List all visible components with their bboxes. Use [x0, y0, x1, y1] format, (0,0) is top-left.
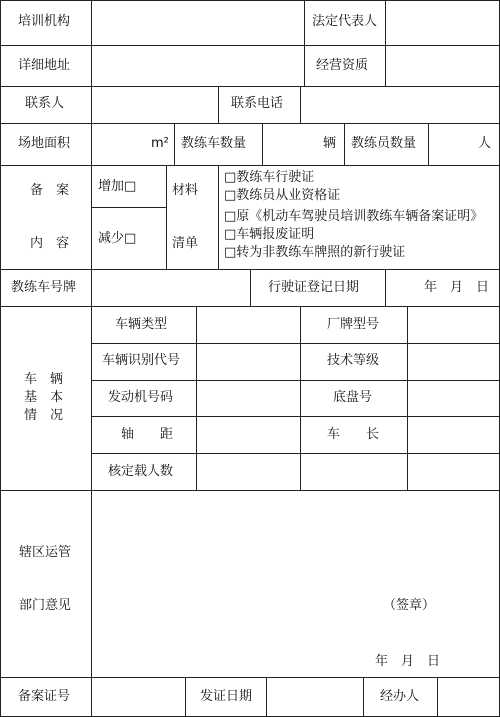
label-person-unit: 人	[478, 136, 492, 151]
col-line	[196, 306, 197, 490]
col-line	[266, 677, 267, 717]
label-record-no: 备案证号	[18, 689, 71, 704]
label-area-unit: m²	[151, 136, 169, 151]
checkbox-material-4[interactable]: □车辆报废证明	[224, 227, 315, 242]
label-site-area: 场地面积	[18, 136, 71, 151]
col-line	[218, 86, 219, 123]
label-vehicle-basic-1: 车 辆	[24, 372, 64, 387]
col-line	[428, 123, 429, 165]
label-issue-date: 发证日期	[200, 689, 253, 704]
label-engine-no: 发动机号码	[108, 390, 174, 405]
label-contact-person: 联系人	[25, 96, 65, 111]
label-address: 详细地址	[18, 58, 71, 73]
col-line	[385, 269, 386, 306]
label-sign-date: 年 月 日	[375, 654, 441, 669]
col-line	[300, 306, 301, 490]
row-line	[91, 207, 166, 208]
checkbox-material-1[interactable]: □教练车行驶证	[224, 170, 315, 185]
label-content-1: 内	[30, 236, 44, 251]
label-tech-grade: 技术等级	[327, 353, 380, 368]
checkbox-increase[interactable]: 增加□	[98, 179, 137, 194]
label-list: 清单	[172, 236, 199, 251]
row-line	[0, 490, 500, 491]
label-vehicle-type: 车辆类型	[115, 317, 168, 332]
label-reg-date-ymd: 年 月 日	[424, 280, 490, 295]
label-legal-rep: 法定代表人	[312, 14, 378, 29]
row-line	[0, 45, 500, 46]
label-vehicle-basic-2: 基 本	[24, 390, 64, 405]
label-opinion-2: 部门意见	[19, 598, 72, 613]
label-content-2: 容	[56, 236, 70, 251]
checkbox-decrease[interactable]: 减少□	[98, 231, 137, 246]
col-line	[363, 677, 364, 717]
col-line	[344, 123, 345, 165]
col-line	[304, 0, 305, 86]
label-vin: 车辆识别代号	[102, 353, 181, 368]
label-vehicle-basic-3: 情 况	[24, 408, 64, 423]
label-contact-phone: 联系电话	[231, 96, 284, 111]
col-line	[300, 86, 301, 123]
label-plate: 教练车号牌	[11, 280, 77, 295]
col-line	[91, 0, 92, 717]
col-line	[437, 677, 438, 717]
label-materials: 材料	[172, 183, 199, 198]
row-line	[0, 86, 500, 87]
col-line	[262, 123, 263, 165]
label-instructor-count: 教练员数量	[351, 136, 417, 151]
label-vehicle-count: 教练车数量	[181, 136, 247, 151]
row-line	[0, 306, 500, 307]
row-line	[91, 343, 500, 344]
label-chassis-no: 底盘号	[333, 390, 373, 405]
col-line	[407, 306, 408, 490]
row-line	[0, 165, 500, 166]
row-line	[0, 677, 500, 678]
label-record-2: 案	[56, 183, 70, 198]
col-line	[185, 677, 186, 717]
row-line	[91, 416, 500, 417]
checkbox-material-5[interactable]: □转为非教练车牌照的新行驶证	[224, 245, 406, 260]
label-record-1: 备	[30, 183, 44, 198]
label-wheelbase: 轴 距	[121, 427, 174, 442]
label-reg-date: 行驶证登记日期	[268, 280, 360, 295]
label-vehicle-unit: 辆	[323, 136, 337, 151]
label-qualification: 经营资质	[316, 58, 369, 73]
label-seal: （签章）	[383, 598, 436, 613]
checkbox-material-2[interactable]: □教练员从业资格证	[224, 188, 341, 203]
row-line	[0, 123, 500, 124]
col-line	[166, 165, 167, 269]
label-brand-model: 厂牌型号	[327, 317, 380, 332]
col-line	[385, 0, 386, 86]
label-capacity: 核定载人数	[108, 464, 174, 479]
col-line	[174, 123, 175, 165]
row-line	[91, 453, 500, 454]
label-opinion-1: 辖区运管	[19, 545, 72, 560]
label-handler: 经办人	[380, 689, 420, 704]
checkbox-material-3[interactable]: □原《机动车驾驶员培训教练车辆备案证明》	[224, 209, 484, 224]
label-length: 车 长	[327, 427, 380, 442]
row-line	[91, 380, 500, 381]
col-line	[218, 165, 219, 269]
label-training-institution: 培训机构	[18, 14, 71, 29]
col-line	[250, 269, 251, 306]
